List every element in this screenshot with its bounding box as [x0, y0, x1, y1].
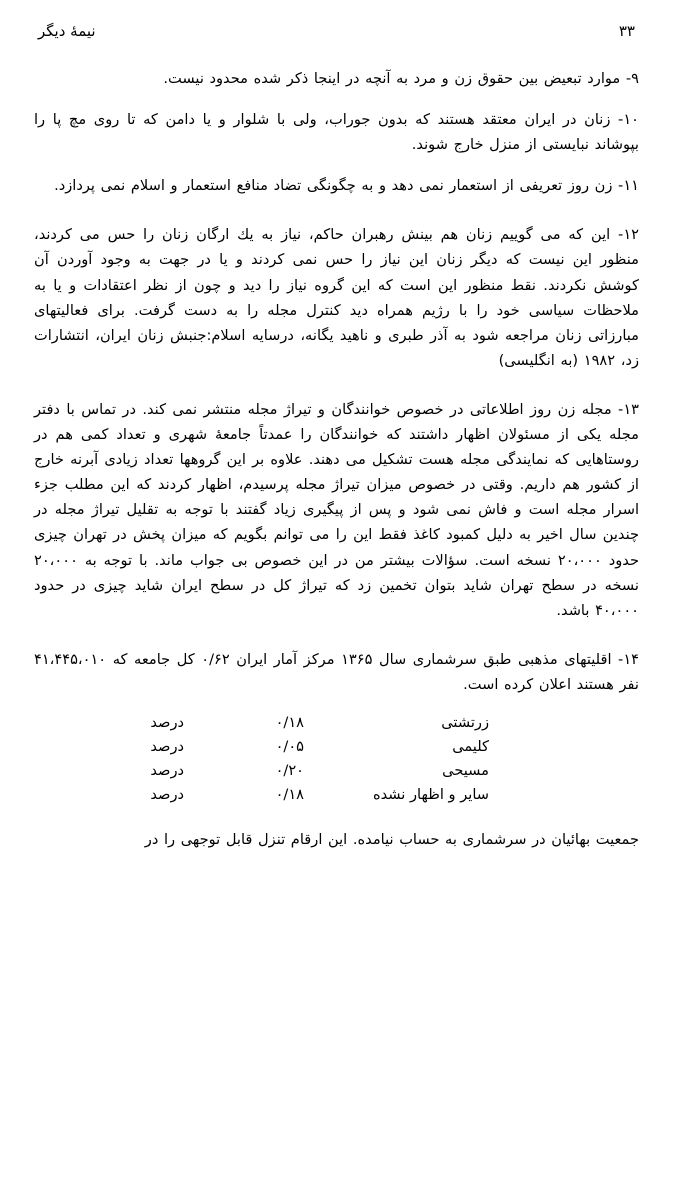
percent-unit: درصد	[150, 786, 184, 804]
table-row	[34, 759, 639, 783]
page-number: ۳۳	[618, 22, 635, 40]
paragraph-item-14: ۱۴- اقلیتهای مذهبی طبق سرشماری سال ۱۳۶۵ مرکز آمار ایران ۰/۶۲ کل جامعه که ۴۱،۴۴۵،۰۱۰ نفر هستند اعلان کرده است.	[34, 650, 640, 693]
percent-unit: درصد	[150, 762, 184, 780]
table-row	[34, 783, 639, 807]
table-row	[34, 711, 639, 735]
table-row	[34, 735, 639, 759]
religion-label: سایر و اظهار نشده	[372, 786, 489, 804]
religion-label: زرتشتی	[441, 713, 489, 731]
paragraph-item-10: ۱۰- زنان در ایران معتقد هستند که بدون جوراب، ولی با شلوار و یا دامن که تا روی مچ پا را بپوشاند نبایستی از منزل خارج شوند.	[34, 111, 639, 154]
percent-unit: درصد	[150, 738, 184, 756]
page-header	[34, 22, 639, 40]
book-title: نیمهٔ دیگر	[38, 22, 96, 40]
religion-label: مسیحی	[442, 762, 489, 780]
paragraph-item-13: ۱۳- مجله زن روز اطلاعاتی در خصوص خوانندگان و تیراژ مجله منتشر نمی کند. در تماس با دفتر مجله یکی از مسئولان اظهار داشتند که خوانندگان را عمدتاً جامعهٔ شهری و تعداد کمی هم در روستاهایی که نمایندگی مجله هست تشکیل می دهند. علاوه بر این گروهها تعداد زیادی آبرنه خارج از کشور هم داریم. وقتی در خصوص میزان تیراژ مجله پرسیدم، اظهار کردند که این مطلب جزء اسرار مجله است و فاش نمی شود و پس از پیگیری زیاد گفتند با توجه به تقلیل تیراژ مجله در چندین سال اخیر به دلیل کمبود کاغذ فقط این را می توانم بگویم که میزان پخش در تهران چیزی حدود ۲۰،۰۰۰ نسخه است. سؤالات بیشتر من در این خصوص بی جواب ماند. با توجه به ۲۰،۰۰۰ نسخه در سطح تهران شاید بتوان تخمین زد که تیراژ کل در سطح ایران شاید چیزی در حدود ۴۰،۰۰۰ باشد.	[34, 400, 639, 619]
paragraph-item-9: ۹- موارد تبعیض بین حقوق زن و مرد به آنچه در اینجا ذکر شده محدود نیست.	[163, 70, 639, 87]
paragraph-item-12: ۱۲- این که می گوییم زنان هم بینش رهبران حاکم، نیاز به یك ارگان زنان را حس می کردند، منظور این نیست که دیگر زنان این نیاز را حس نمی کردند و یا در جهت به وجود آوردن آن کوشش نکردند. نقط منظور این است که این گروه نیاز را دید و چون از نظر اعتقادات و یا به ملاحظات سیاسی خود را با رژیم همراه دید کنترل مجله را به دست گرفت. برای فعالیتهای مبارزاتی زنان مراجعه شود به آذر طبری و ناهید یگانه، درسایه اسلام:جنبش زنان ایران، انتشارات زد، ۱۹۸۲ (به انگلیسی)	[34, 226, 639, 369]
religion-label: کلیمی	[452, 738, 489, 756]
minorities-table	[34, 711, 639, 807]
percent-unit: درصد	[150, 713, 184, 731]
percent-value: ۰/۰۵	[275, 738, 304, 756]
percent-value: ۰/۱۸	[275, 786, 304, 804]
paragraph-item-11: ۱۱- زن روز تعریفی از استعمار نمی دهد و به چگونگی تضاد منافع استعمار و اسلام نمی پردازد.	[54, 177, 639, 195]
percent-value: ۰/۲۰	[275, 762, 304, 780]
percent-value: ۰/۱۸	[275, 713, 304, 731]
paragraph-closing: جمعیت بهائیان در سرشماری به حساب نیامده. این ارقام تنزل قابل توجهی را در	[144, 831, 639, 849]
